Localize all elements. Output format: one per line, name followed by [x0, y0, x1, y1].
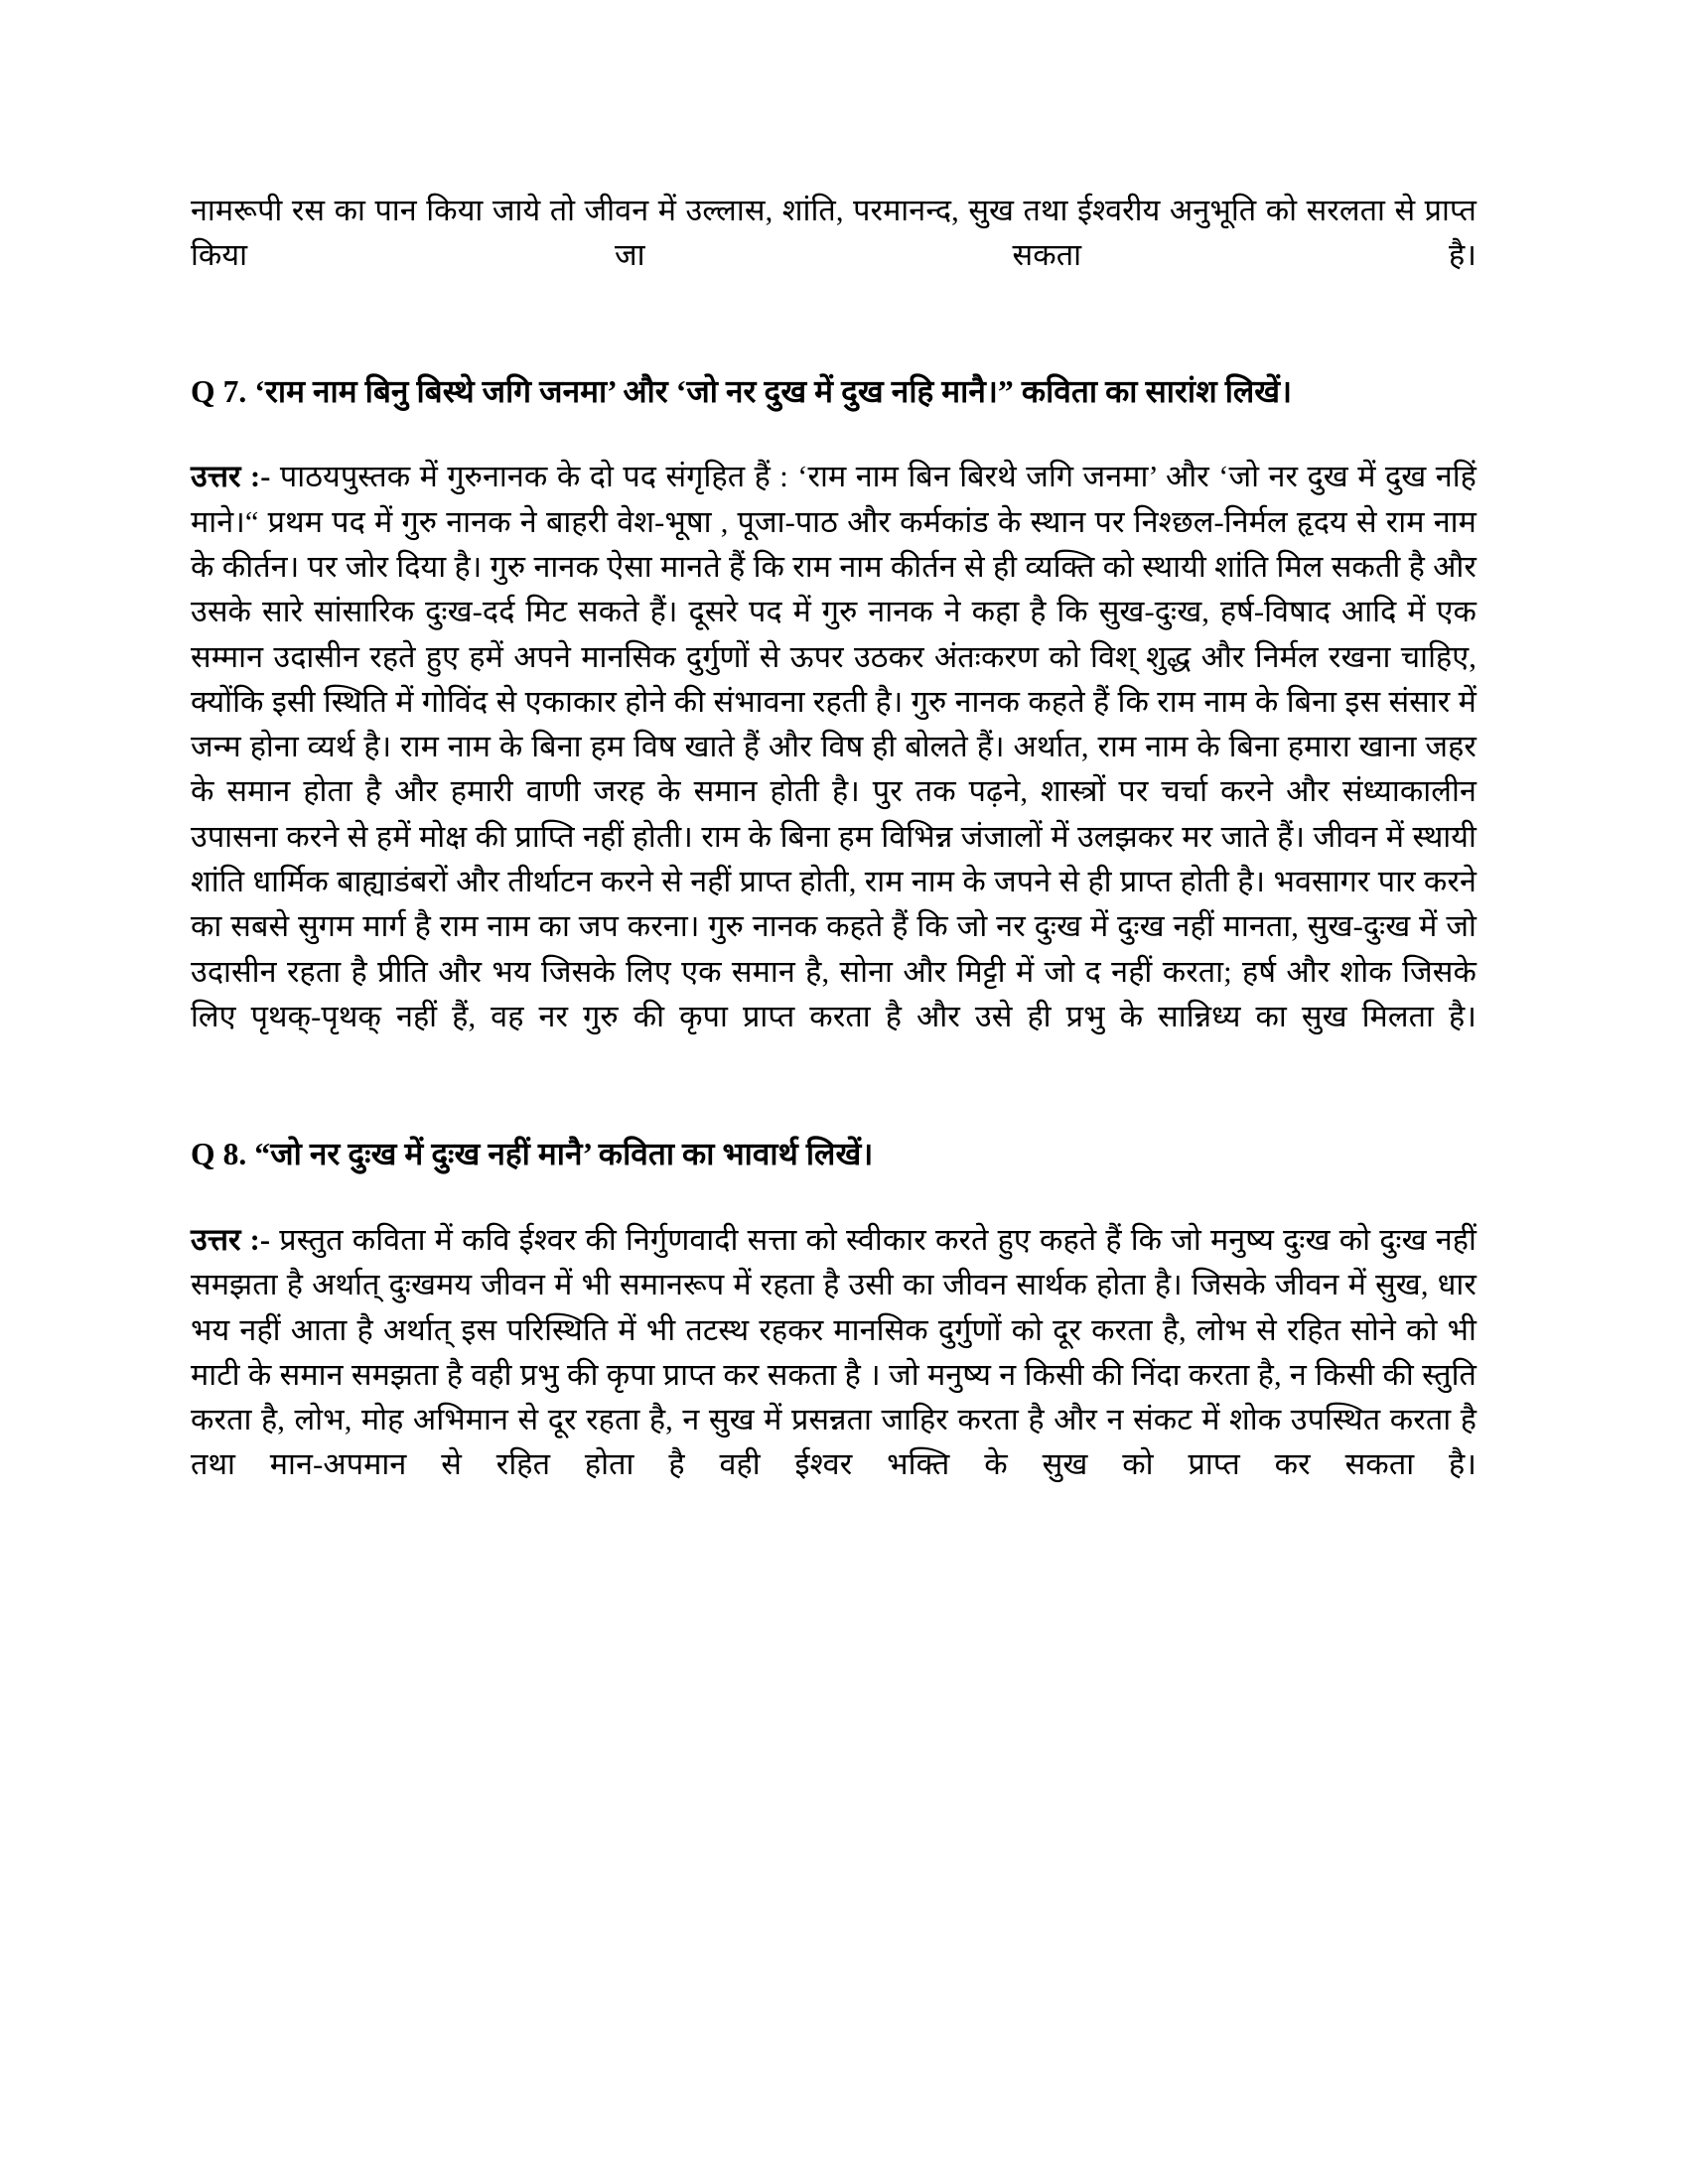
spacer [191, 415, 1477, 455]
spacer [191, 1084, 1477, 1132]
answer-paragraph-8 [191, 1218, 1477, 1533]
answer-label-7: उत्तर :- [191, 460, 271, 494]
spacer [191, 1178, 1477, 1218]
document-content [191, 189, 1477, 1533]
answer-body-7: पाठयपुस्तक में गुरुनानक के दो पद संगृहित हैं : ‘राम नाम बिन बिरथे जगि जनमा’ और ‘जो नर दुख में दुख नहिं माने।“ प्रथम पद में गुरु नानक ने बाहरी वेश-भूषा , पूजा-पाठ और कर्मकांड के स्थान पर निश्छल-निर्मल हृदय से राम नाम के कीर्तन। पर जोर दिया है। गुरु नानक ऐसा मानते हैं कि राम नाम कीर्तन से ही व्यक्ति को स्थायी शांति मिल सकती है और उसके सारे सांसारिक दुःख-दर्द मिट सकते हैं। दूसरे पद में गुरु नानक ने कहा है कि सुख-दुःख, हर्ष-विषाद आदि में एक सम्मान उदासीन रहते हुए हमें अपने मानसिक दुर्गुणों से ऊपर उठकर अंतःकरण को विश् शुद्ध और निर्मल रखना चाहिए, क्योंकि इसी स्थिति में गोविंद से एकाकार होने की संभावना रहती है। गुरु नानक कहते हैं कि राम नाम के बिना इस संसार में जन्म होना व्यर्थ है। राम नाम के बिना हम विष खाते हैं और विष ही बोलते हैं। अर्थात, राम नाम के बिना हमारा खाना जहर के समान होता है और हमारी वाणी जरह के समान होती है। पुर तक पढ़ने, शास्त्रों पर चर्चा करने और संध्याकालीन उपासना करने से हमें मोक्ष की प्राप्ति नहीं होती। राम के बिना हम विभिन्न जंजालों में उलझकर मर जाते हैं। जीवन में स्थायी शांति धार्मिक बाह्याडंबरों और तीर्थाटन करने से नहीं प्राप्त होती, राम नाम के जपने से ही प्राप्त होती है। भवसागर पार करने का सबसे सुगम मार्ग है राम नाम का जप करना। गुरु नानक कहते हैं कि जो नर दुःख में दुःख नहीं मानता, सुख-दुःख में जो उदासीन रहता है प्रीति और भय जिसके लिए एक समान है, सोना और मिट्टी में जो द नहीं करता; हर्ष और शोक जिसके लिए पृथक्-पृथक् नहीं हैं, वह नर गुरु की कृपा प्राप्त करता है और उसे ही प्रभु के सान्निध्य का सुख मिलता है। [191, 460, 1477, 1033]
question-heading-7: Q 7. ‘राम नाम बिनु बिस्थे जगि जनमा’ और ‘जो नर दुख में दुख नहि मानै।” कविता का सारांश लिखें। [191, 373, 1293, 409]
question-heading-8: Q 8. “जो नर दुःख में दुःख नहीं मानै’ कविता का भावार्थ लिखें। [191, 1137, 874, 1172]
answer-paragraph-7 [191, 455, 1477, 1084]
spacer [191, 324, 1477, 369]
answer-body-8: प्रस्तुत कविता में कवि ईश्वर की निर्गुणवादी सत्ता को स्वीकार करते हुए कहते हैं कि जो मनुष्य दुःख को दुःख नहीं समझता है अर्थात् दुःखमय जीवन में भी समानरूप में रहता है उसी का जीवन सार्थक होता है। जिसके जीवन में सुख, धार भय नहीं आता है अर्थात् इस परिस्थिति में भी तटस्थ रहकर मानसिक दुर्गुणों को दूर करता है, लोभ से रहित सोने को भी माटी के समान समझता है वही प्रभु की कृपा प्राप्त कर सकता है । जो मनुष्य न किसी की निंदा करता है, न किसी की स्तुति करता है, लोभ, मोह अभिमान से दूर रहता है, न सुख में प्रसन्नता जाहिर करता है और न संकट में शोक उपस्थित करता है तथा मान-अपमान से रहित होता है वही ईश्वर भक्ति के सुख को प्राप्त कर सकता है। [191, 1223, 1477, 1482]
answer-label-8: उत्तर :- [191, 1223, 271, 1257]
intro-paragraph: नामरूपी रस का पान किया जाये तो जीवन में उल्लास, शांति, परमानन्द, सुख तथा ईश्वरीय अनुभूति को सरलता से प्राप्त किया जा सकता है। [191, 194, 1477, 273]
